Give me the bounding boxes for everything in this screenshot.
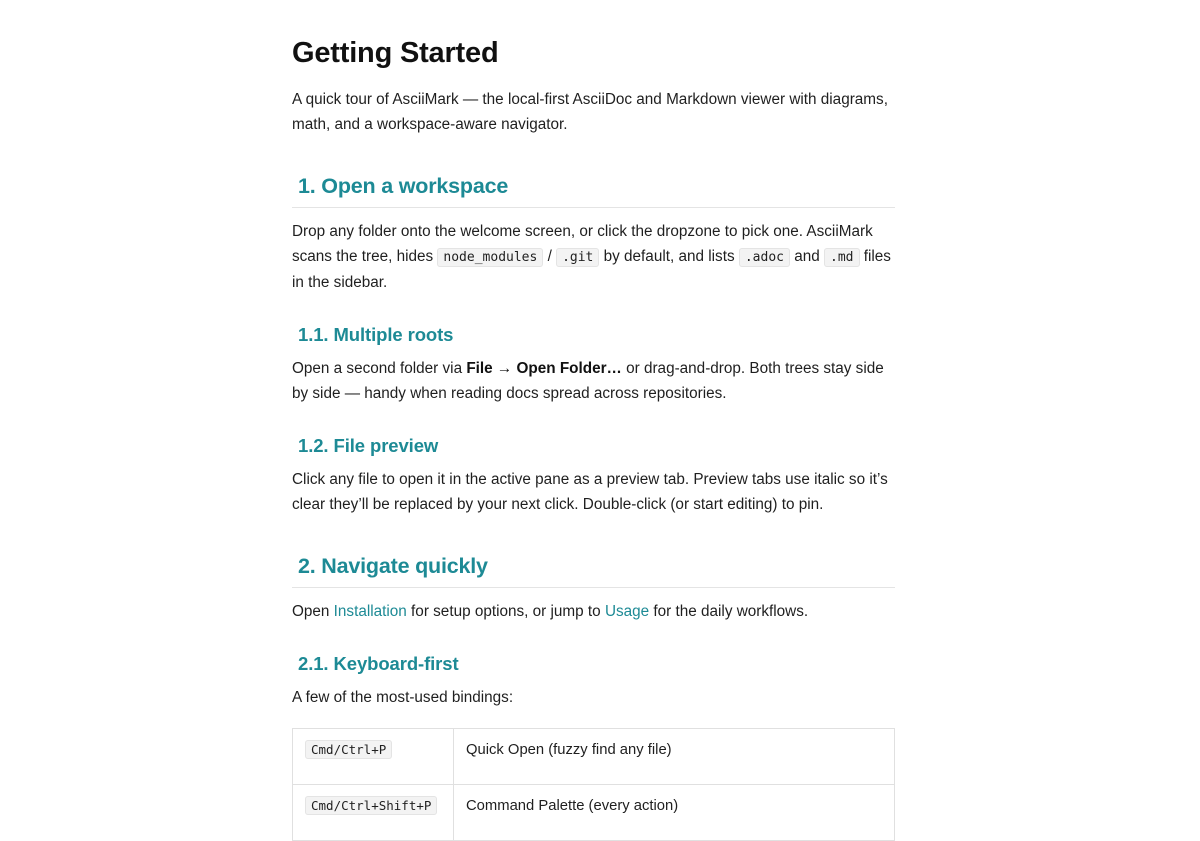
text-span: Open a second folder via [292,360,467,377]
text-span: for setup options, or jump to [406,603,605,620]
page-title: Getting Started [292,37,499,69]
table-row [293,785,895,841]
link-installation[interactable]: Installation [333,603,407,620]
text-span: / [543,248,557,265]
table-cell-description: Command Palette (every action) [454,785,895,841]
inline-code-node-modules: node_modules [437,248,543,267]
table-cell-key [293,729,454,785]
keybinding-code: Cmd/Ctrl+P [305,740,392,759]
subsection-heading-file-preview: 1.2. File preview [298,435,439,456]
text-span: files in the sidebar. [292,248,891,291]
keyboard-intro: A few of the most-used bindings: [292,689,514,706]
section-heading-navigate-quickly: 2. Navigate quickly [292,551,895,588]
file-preview-paragraph: Click any file to open it in the active pane as a preview tab. Preview tabs use italic so it’s clear they’ll be replaced by your next click. Double-click (or start editing) to pin. [292,471,888,513]
text-span: and [789,248,825,265]
navigate-paragraph [292,599,895,624]
inline-code-git: .git [556,248,599,267]
lead-paragraph: A quick tour of AsciiMark — the local-first AsciiDoc and Markdown viewer with diagrams, math, and a workspace-aware navigator. [292,91,888,133]
subsection-heading-multiple-roots: 1.1. Multiple roots [298,324,454,345]
open-workspace-paragraph [292,219,895,295]
table-cell-key [293,785,454,841]
table-row [293,729,895,785]
text-span: by default, and lists [599,248,739,265]
text-span: Open [292,603,334,620]
text-span: for the daily workflows. [649,603,809,620]
text-span: Drop any folder onto the welcome screen, or click the dropzone to pick one. AsciiMark scans the tree, hides [292,223,873,265]
document-body [292,0,895,841]
text-span: or drag-and-drop. Both trees stay side by side — handy when reading docs spread across repositories. [292,360,884,402]
menu-path: File → Open Folder… [466,360,622,377]
keybindings-table [292,728,895,841]
link-usage[interactable]: Usage [604,603,650,620]
inline-code-adoc: .adoc [739,248,790,267]
multiple-roots-paragraph [292,356,895,406]
table-cell-description: Quick Open (fuzzy find any file) [454,729,895,785]
section-heading-open-workspace: 1. Open a workspace [292,171,895,208]
subsection-heading-keyboard-first: 2.1. Keyboard-first [298,653,459,674]
keybinding-code: Cmd/Ctrl+Shift+P [305,796,437,815]
inline-code-md: .md [824,248,859,267]
